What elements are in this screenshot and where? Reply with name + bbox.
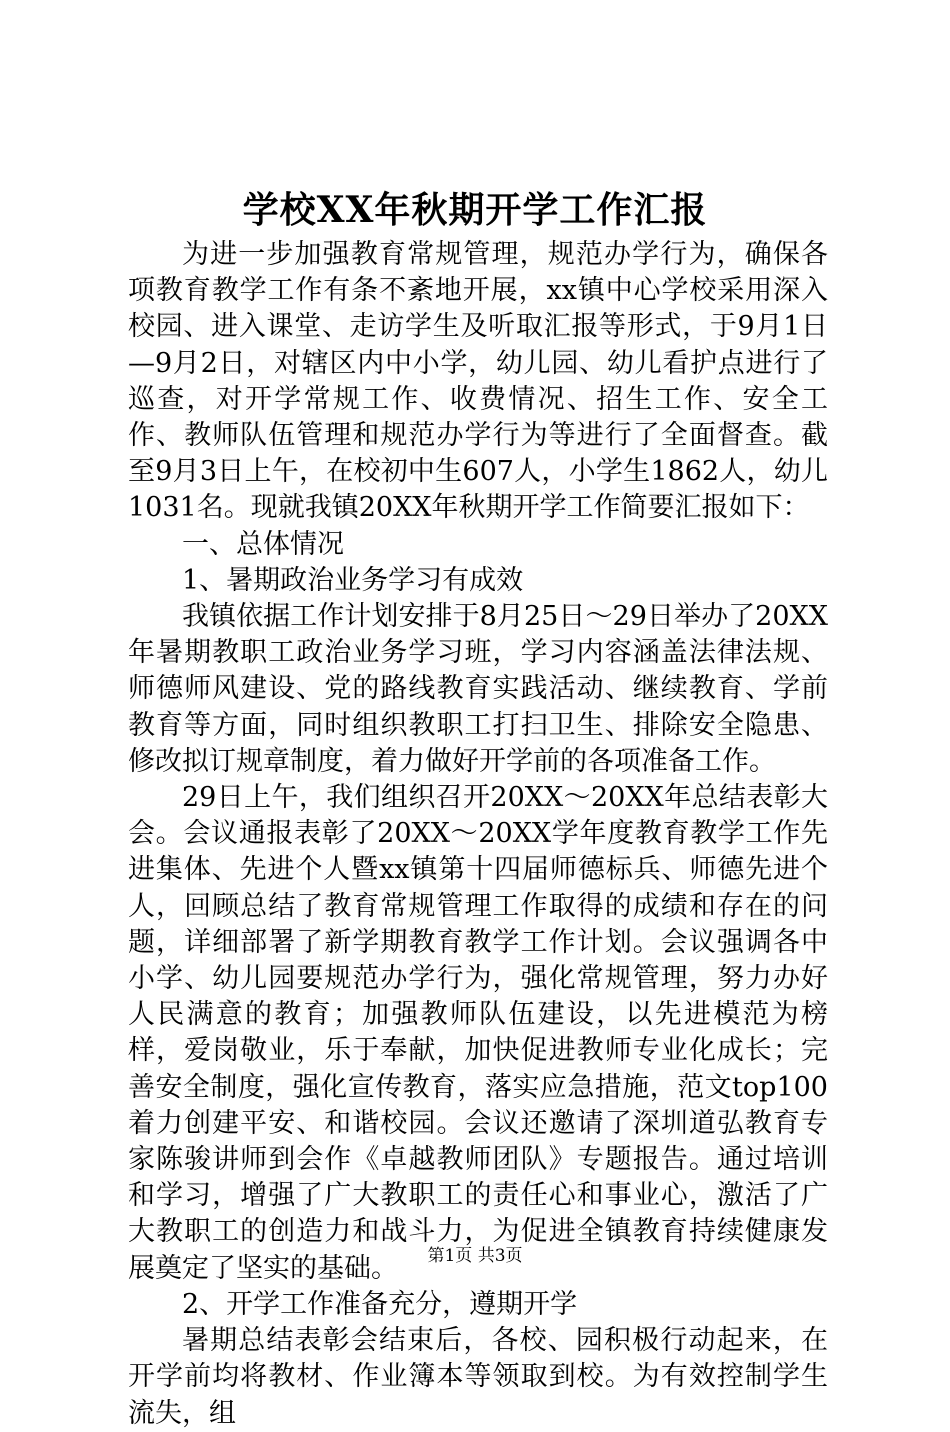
section-heading-overview: 一、总体情况: [182, 528, 344, 560]
paragraph-summer-study: 我镇依据工作计划安排于8月25日～29日举办了20XX年暑期教职工政治业务学习班，学习内容涵盖法律法规、师德师风建设、党的路线教育实践活动、继续教育、学前教育等方面，同时组织教职工打扫卫生、排除安全隐患、修改拟订规章制度，着力做好开学前的各项准备工作。: [128, 601, 828, 777]
paragraph-intro: 为进一步加强教育常规管理，规范办学行为，确保各项教育教学工作有条不紊地开展，xx镇中心学校采用深入校园、进入课堂、走访学生及听取汇报等形式，于9月1日—9月2日，对辖区内中小学，幼儿园、幼儿看护点进行了巡查，对开学常规工作、收费情况、招生工作、安全工作、教师队伍管理和规范办学行为等进行了全面督查。截至9月3日上午，在校初中生607人，小学生1862人，幼儿1031名。现就我镇20XX年秋期开学工作简要汇报如下：: [128, 239, 828, 524]
subsection-heading-summer-study: 1、暑期政治业务学习有成效: [182, 564, 524, 596]
page-number-footer: 第1页 共3页: [427, 1246, 523, 1266]
document-title: 学校XX年秋期开学工作汇报: [242, 189, 708, 231]
paragraph-preparation: 暑期总结表彰会结束后，各校、园积极行动起来，在开学前均将教材、作业簿本等领取到校。为有效控制学生流失，组: [128, 1325, 828, 1429]
paragraph-commendation-meeting: 29日上午，我们组织召开20XX～20XX年总结表彰大会。会议通报表彰了20XX～20XX学年度教育教学工作先进集体、先进个人暨xx镇第十四届师德标兵、师德先进个人，回顾总结了教育常规管理工作取得的成绩和存在的问题，详细部署了新学期教育教学工作计划。会议强调各中小学、幼儿园要规范办学行为，强化常规管理，努力办好人民满意的教育；加强教师队伍建设，以先进模范为榜样，爱岗敬业，乐于奉献，加快促进教师专业化成长；完善安全制度，强化宣传教育，落实应急措施，范文top100着力创建平安、和谐校园。会议还邀请了深圳道弘教育专家陈骏讲师到会作《卓越教师团队》专题报告。通过培训和学习，增强了广大教职工的责任心和事业心，激活了广大教职工的创造力和战斗力，为促进全镇教育持续健康发展奠定了坚实的基础。: [128, 782, 828, 1284]
subsection-heading-preparation: 2、开学工作准备充分，遵期开学: [182, 1288, 578, 1320]
